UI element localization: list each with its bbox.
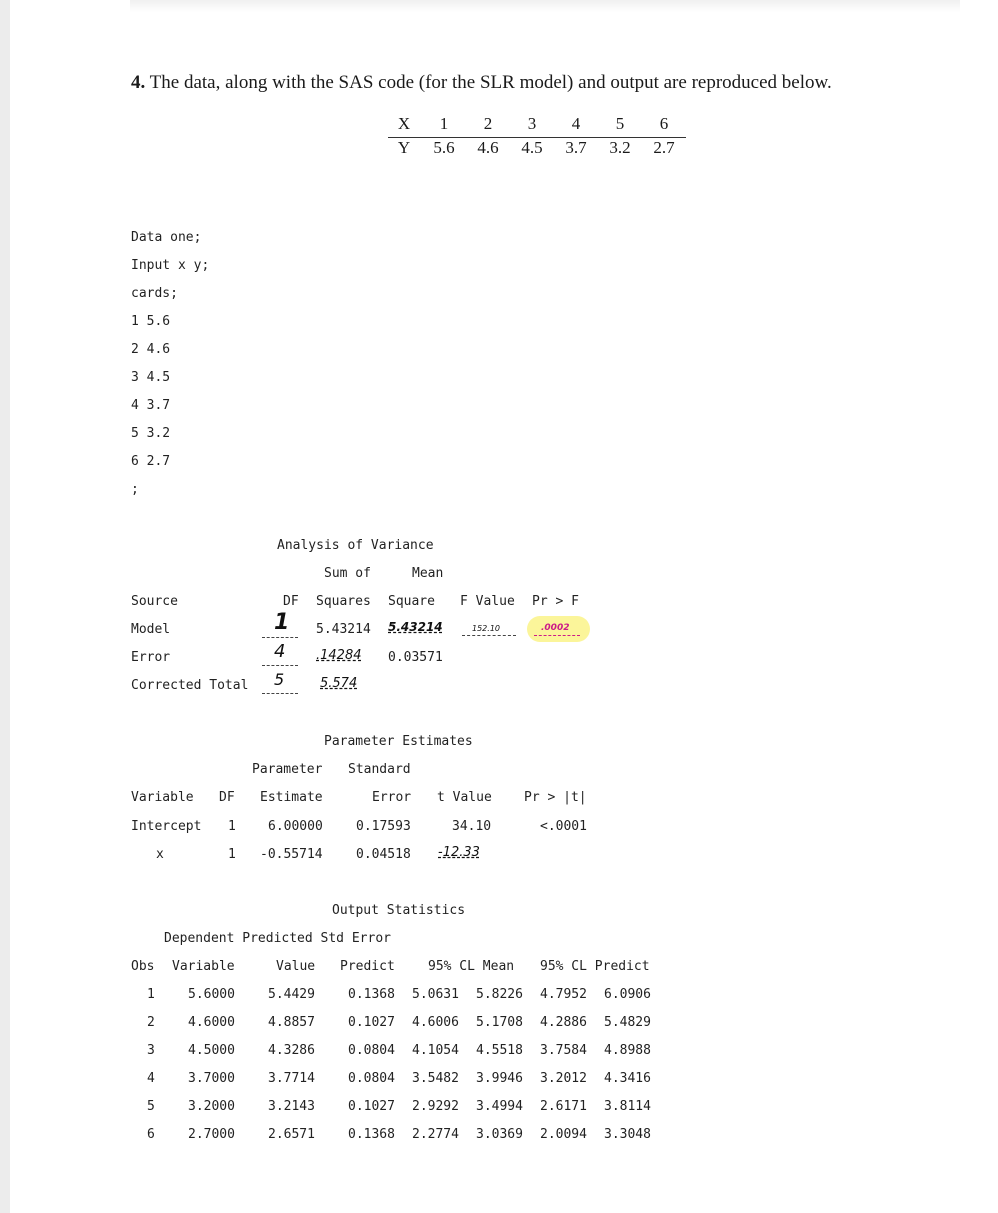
- output-header: Obs: [131, 959, 155, 974]
- cl-mean-upper-cell: 3.4994: [476, 1099, 523, 1114]
- answer-blank: [262, 692, 298, 694]
- params-header: Estimate: [260, 790, 323, 805]
- stderr-cell: 0.1027: [348, 1099, 395, 1114]
- anova-source: Error: [131, 650, 171, 665]
- handwritten-error-df: 4: [274, 641, 286, 662]
- anova-title: Analysis of Variance: [277, 538, 434, 553]
- code-line: cards;: [131, 286, 178, 301]
- anova-header: Pr > F: [532, 594, 579, 609]
- params-se: 0.17593: [356, 819, 411, 834]
- code-line: 3 4.5: [131, 370, 171, 385]
- anova-source: Model: [131, 622, 171, 637]
- answer-blank: [262, 636, 298, 638]
- answer-blank: [534, 634, 580, 636]
- anova-header: F Value: [460, 594, 515, 609]
- handwritten-model-df: 1: [274, 610, 290, 635]
- cl-mean-lower-cell: 3.5482: [412, 1071, 459, 1086]
- y-value: 4.6: [477, 138, 499, 157]
- anova-error-ms: 0.03571: [388, 650, 443, 665]
- params-header: Pr > |t|: [524, 790, 587, 805]
- params-header: Variable: [131, 790, 194, 805]
- params-df: 1: [228, 847, 236, 862]
- dependent-cell: 4.6000: [188, 1015, 235, 1030]
- y-value: 3.2: [609, 138, 631, 157]
- handwritten-error-ss: .14284: [316, 648, 362, 663]
- params-header: t Value: [437, 790, 492, 805]
- y-value: 2.7: [653, 138, 675, 157]
- code-line: 1 5.6: [131, 314, 171, 329]
- x-value: 6: [659, 114, 669, 133]
- code-line: Input x y;: [131, 258, 210, 273]
- cl-predict-upper-cell: 4.8988: [604, 1043, 651, 1058]
- table-rule: [388, 137, 686, 138]
- cl-mean-upper-cell: 5.1708: [476, 1015, 523, 1030]
- x-value: 1: [439, 114, 449, 133]
- cl-mean-lower-cell: 2.9292: [412, 1099, 459, 1114]
- dependent-cell: 3.7000: [188, 1071, 235, 1086]
- obs-cell: 4: [147, 1071, 155, 1086]
- anova-model-ss: 5.43214: [316, 622, 371, 637]
- predicted-cell: 4.8857: [268, 1015, 315, 1030]
- output-header: Predict: [340, 959, 395, 974]
- cl-predict-lower-cell: 4.2886: [540, 1015, 587, 1030]
- code-line: ;: [131, 482, 139, 497]
- code-line: 6 2.7: [131, 454, 171, 469]
- cl-predict-lower-cell: 3.2012: [540, 1071, 587, 1086]
- cl-predict-upper-cell: 3.3048: [604, 1127, 651, 1142]
- obs-cell: 6: [147, 1127, 155, 1142]
- cl-mean-upper-cell: 5.8226: [476, 987, 523, 1002]
- question-text: [131, 72, 832, 94]
- handwritten-model-p: .0002: [541, 623, 570, 633]
- x-value: 3: [527, 114, 537, 133]
- output-header: Value: [276, 959, 316, 974]
- handwritten-model-f: 152.10: [472, 624, 500, 633]
- code-line: 2 4.6: [131, 342, 171, 357]
- anova-header: Squares: [316, 594, 371, 609]
- predicted-cell: 4.3286: [268, 1043, 315, 1058]
- obs-cell: 3: [147, 1043, 155, 1058]
- answer-blank: [462, 634, 516, 636]
- handwritten-model-ms: 5.43214: [388, 620, 443, 634]
- cl-predict-lower-cell: 4.7952: [540, 987, 587, 1002]
- params-estimate: 6.00000: [268, 819, 323, 834]
- dependent-cell: 2.7000: [188, 1127, 235, 1142]
- anova-header: Sum of: [324, 566, 371, 581]
- stderr-cell: 0.0804: [348, 1071, 395, 1086]
- obs-cell: 5: [147, 1099, 155, 1114]
- cl-mean-lower-cell: 5.0631: [412, 987, 459, 1002]
- params-p: <.0001: [540, 819, 587, 834]
- handwritten-x-t: -12.33: [438, 845, 480, 860]
- params-header: DF: [219, 790, 235, 805]
- obs-cell: 1: [147, 987, 155, 1002]
- predicted-cell: 5.4429: [268, 987, 315, 1002]
- params-estimate: -0.55714: [260, 847, 323, 862]
- cl-predict-lower-cell: 2.0094: [540, 1127, 587, 1142]
- dependent-cell: 3.2000: [188, 1099, 235, 1114]
- output-title: Output Statistics: [332, 903, 466, 918]
- stderr-cell: 0.0804: [348, 1043, 395, 1058]
- params-header: Error: [372, 790, 412, 805]
- cl-mean-lower-cell: 2.2774: [412, 1127, 459, 1142]
- cl-mean-lower-cell: 4.1054: [412, 1043, 459, 1058]
- anova-source: Corrected Total: [131, 678, 249, 693]
- x-header: X: [397, 114, 411, 133]
- question-body: The data, along with the SAS code (for the SLR model) and output are reproduced below.: [149, 72, 832, 93]
- predicted-cell: 2.6571: [268, 1127, 315, 1142]
- params-se: 0.04518: [356, 847, 411, 862]
- cl-mean-upper-cell: 3.9946: [476, 1071, 523, 1086]
- dependent-cell: 4.5000: [188, 1043, 235, 1058]
- answer-blank: [262, 664, 298, 666]
- predicted-cell: 3.7714: [268, 1071, 315, 1086]
- cl-predict-upper-cell: 6.0906: [604, 987, 651, 1002]
- params-header: Standard: [348, 762, 411, 777]
- y-value: 4.5: [521, 138, 543, 157]
- anova-header: Source: [131, 594, 178, 609]
- anova-header: Square: [388, 594, 435, 609]
- stderr-cell: 0.1027: [348, 1015, 395, 1030]
- cl-mean-upper-cell: 4.5518: [476, 1043, 523, 1058]
- params-variable: Intercept: [131, 819, 202, 834]
- cl-predict-upper-cell: 5.4829: [604, 1015, 651, 1030]
- stderr-cell: 0.1368: [348, 1127, 395, 1142]
- params-df: 1: [228, 819, 236, 834]
- y-value: 5.6: [433, 138, 455, 157]
- cl-predict-upper-cell: 4.3416: [604, 1071, 651, 1086]
- handwritten-total-df: 5: [274, 670, 285, 689]
- output-header: 95% CL Mean: [428, 959, 515, 974]
- code-line: Data one;: [131, 230, 202, 245]
- handwritten-total-ss: 5.574: [320, 676, 358, 691]
- params-title: Parameter Estimates: [324, 734, 473, 749]
- predicted-cell: 3.2143: [268, 1099, 315, 1114]
- code-line: 4 3.7: [131, 398, 171, 413]
- question-number: 4.: [131, 72, 146, 93]
- x-value: 4: [571, 114, 581, 133]
- y-value: 3.7: [565, 138, 587, 157]
- cl-predict-lower-cell: 2.6171: [540, 1099, 587, 1114]
- top-shadow: [130, 0, 960, 12]
- cl-predict-upper-cell: 3.8114: [604, 1099, 651, 1114]
- code-line: 5 3.2: [131, 426, 171, 441]
- output-header: Variable: [172, 959, 235, 974]
- output-header: Dependent Predicted Std Error: [164, 931, 391, 946]
- cl-mean-lower-cell: 4.6006: [412, 1015, 459, 1030]
- dependent-cell: 5.6000: [188, 987, 235, 1002]
- anova-header: Mean: [412, 566, 444, 581]
- params-t: 34.10: [452, 819, 492, 834]
- y-header: Y: [397, 138, 411, 157]
- params-header: Parameter: [252, 762, 323, 777]
- obs-cell: 2: [147, 1015, 155, 1030]
- cl-mean-upper-cell: 3.0369: [476, 1127, 523, 1142]
- x-value: 5: [615, 114, 625, 133]
- x-value: 2: [483, 114, 493, 133]
- anova-header: DF: [283, 594, 299, 609]
- cl-predict-lower-cell: 3.7584: [540, 1043, 587, 1058]
- output-header: 95% CL Predict: [540, 959, 650, 974]
- params-variable: x: [156, 847, 164, 862]
- stderr-cell: 0.1368: [348, 987, 395, 1002]
